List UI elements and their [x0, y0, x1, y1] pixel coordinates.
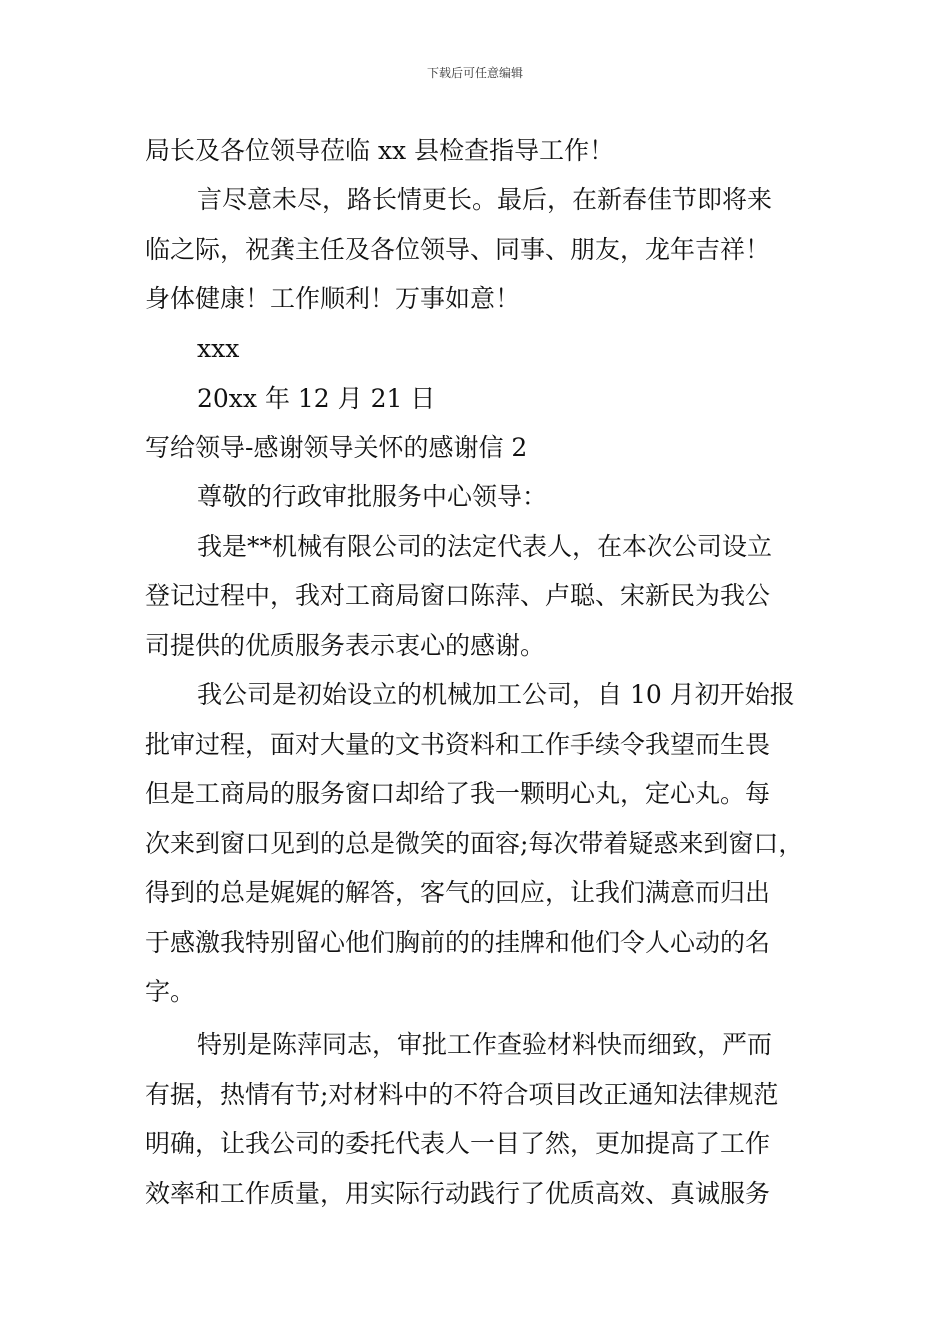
page-header-note: 下载后可任意编辑 — [426, 66, 523, 80]
section-title: 写给领导-感谢领导关怀的感谢信 2 — [145, 433, 528, 462]
text-line: 局长及各位领导莅临 xx 县检查指导工作！ — [145, 136, 615, 165]
text-line: 于感激我特别留心他们胸前的的挂牌和他们令人心动的名 — [145, 928, 771, 957]
text-line: 明确，让我公司的委托代表人一目了然，更加提高了工作 — [145, 1129, 771, 1158]
text-line: 字。 — [145, 977, 196, 1006]
text-line: 我公司是初始设立的机械加工公司，自 10 月初开始报 — [197, 680, 795, 709]
text-line: 批审过程，面对大量的文书资料和工作手续令我望而生畏 — [145, 730, 771, 759]
text-line: 言尽意未尽，路长情更长。最后，在新春佳节即将来 — [197, 185, 773, 214]
text-line: 效率和工作质量，用实际行动践行了优质高效、真诚服务 — [145, 1179, 771, 1208]
text-line: 特别是陈萍同志，审批工作查验材料快而细致，严而 — [197, 1030, 773, 1059]
signature-date: 20xx 年 12 月 21 日 — [197, 384, 436, 413]
text-line: 有据，热情有节;对材料中的不符合项目改正通知法律规范 — [145, 1080, 779, 1109]
text-line: 但是工商局的服务窗口却给了我一颗明心丸，定心丸。每 — [145, 779, 771, 808]
text-line: 得到的总是娓娓的解答，客气的回应，让我们满意而归出 — [145, 878, 771, 907]
text-line: 次来到窗口见到的总是微笑的面容;每次带着疑惑来到窗口， — [145, 829, 804, 858]
text-line: 司提供的优质服务表示衷心的感谢。 — [145, 631, 546, 660]
text-line: 临之际，祝龚主任及各位领导、同事、朋友，龙年吉祥！ — [145, 235, 771, 264]
letter-salutation: 尊敬的行政审批服务中心领导： — [197, 482, 548, 511]
text-line: 身体健康！工作顺利！万事如意！ — [145, 284, 521, 313]
text-line: 登记过程中，我对工商局窗口陈萍、卢聪、宋新民为我公 — [145, 581, 771, 610]
text-line: 我是**机械有限公司的法定代表人，在本次公司设立 — [197, 532, 773, 561]
signature-name: xxx — [197, 334, 240, 363]
